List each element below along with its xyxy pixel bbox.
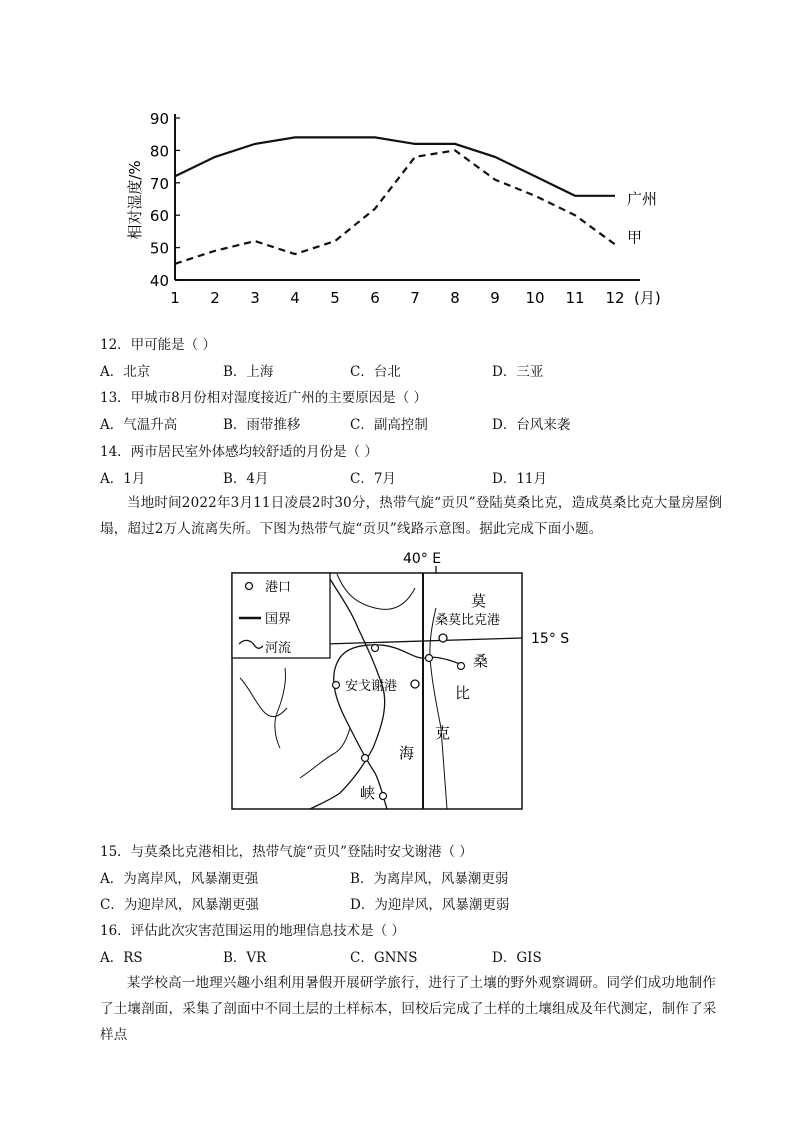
x-tick-label: 4 [290,289,300,307]
q16-option-b[interactable]: B．VR [223,950,267,966]
q14-option-d[interactable]: D．11月 [492,471,548,487]
port-marker-6 [380,793,387,800]
port-marker-mozambique [439,634,447,642]
x-tick-label: 11 [565,289,585,307]
x-tick-label: 3 [250,289,260,307]
lat-label: 15° S [531,631,570,647]
q12-option-d[interactable]: D．三亚 [492,364,544,380]
port-label-mozambique: 桑莫比克港 [435,613,501,628]
q16-option-d[interactable]: D．GIS [492,950,542,966]
x-tick-label: 10 [525,289,545,307]
x-tick-label: 7 [410,289,420,307]
x-tick-label: 1 [170,289,180,307]
q12-option-c[interactable]: C．台北 [350,364,401,380]
q13-option-c[interactable]: C．副高控制 [350,417,428,433]
series-label-guangzhou: 广州 [627,189,658,208]
y-axis-label: 相对湿度/% [126,160,144,240]
lon-label: 40° E [403,551,442,567]
series-line-0 [175,137,615,195]
x-tick-label: 8 [450,289,460,307]
x-tick-label: 9 [490,289,500,307]
strait-label-xia: 峡 [360,784,376,802]
question-14: 14．两市居民室外体感均较舒适的月份是（ ） [100,444,378,460]
country-label-sang: 桑 [473,652,489,670]
y-tick-label: 50 [149,239,169,258]
river-4 [300,728,350,778]
x-tick-label: 2 [210,289,220,307]
q14-option-a[interactable]: A．1月 [100,471,146,487]
q13-option-b[interactable]: B．雨带推移 [223,417,301,433]
y-tick-label: 60 [149,207,169,226]
q14-option-b[interactable]: B．4月 [223,471,269,487]
cyclone-track-map [225,548,585,818]
river-2 [240,678,287,717]
series-line-1 [175,150,615,263]
y-tick-label: 90 [149,110,169,128]
intro-paragraph-2: 某学校高一地理兴趣小组利用暑假开展研学旅行，进行了土壤的野外观察调研。同学们成功地制作了土壤剖面，采集了剖面中不同土层的土样标本，回校后完成了土样的土壤组成及年代测定，制作了采样点 [100,975,717,1043]
question-13: 13．甲城市8月份相对湿度接近广州的主要原因是（ ） [100,390,428,406]
port-marker-2 [458,663,465,670]
country-label-mo: 莫 [471,592,487,610]
q13-option-d[interactable]: D．台风来袭 [492,417,571,433]
q15-option-d[interactable]: D．为迎岸风，风暴潮更弱 [350,897,510,913]
x-tick-label: 12 [605,289,625,307]
q12-option-b[interactable]: B．上海 [223,364,274,380]
river-3 [275,668,286,748]
q15-option-b[interactable]: B．为离岸风，风暴潮更弱 [350,871,509,887]
port-marker-3 [372,645,379,652]
question-12: 12．甲可能是（ ） [100,337,216,353]
port-marker-5 [362,755,369,762]
legend-port-label: 港口 [265,580,292,595]
question-15: 15．与莫桑比克港相比，热带气旋“贡贝”登陆时安戈谢港（ ） [100,844,473,860]
q15-option-a[interactable]: A．为离岸风，风暴潮更强 [100,871,259,887]
port-marker-1 [426,655,433,662]
y-tick-label: 80 [149,142,169,161]
river-1 [337,574,415,609]
y-tick-label: 70 [149,174,169,193]
x-axis-unit-label: (月) [634,289,661,307]
q12-option-a[interactable]: A．北京 [100,364,151,380]
question-16: 16．评估此次灾害范围运用的地理信息技术是（ ） [100,923,405,939]
x-tick-label: 6 [370,289,380,307]
y-tick-label: 40 [149,272,169,290]
humidity-chart [120,100,680,315]
q15-option-c[interactable]: C．为迎岸风，风暴潮更强 [100,897,259,913]
port-label-angoche: 安戈谢港 [345,679,398,694]
strait-label-hai: 海 [399,744,415,762]
series-label-jia: 甲 [627,228,643,247]
q14-option-c[interactable]: C．7月 [350,471,396,487]
legend-river-label: 河流 [265,641,292,656]
q16-option-a[interactable]: A．RS [100,950,143,966]
port-marker-angoche [411,680,419,688]
intro-paragraph-1: 当地时间2022年3月11日凌晨2时30分，热带气旋“贡贝”登陆莫桑比克，造成莫桑比克大量房屋倒塌，超过2万人流离失所。下图为热带气旋“贡贝”线路示意图。据此完成下面小题。 [100,495,723,537]
q16-option-c[interactable]: C．GNNS [350,950,418,966]
q13-option-a[interactable]: A．气温升高 [100,417,178,433]
x-tick-label: 5 [330,289,340,307]
country-label-bi: 比 [455,684,471,702]
chart-series [175,137,615,263]
country-label-ke: 克 [435,724,451,742]
legend-border-label: 国界 [265,612,292,627]
port-marker-4 [333,682,340,689]
